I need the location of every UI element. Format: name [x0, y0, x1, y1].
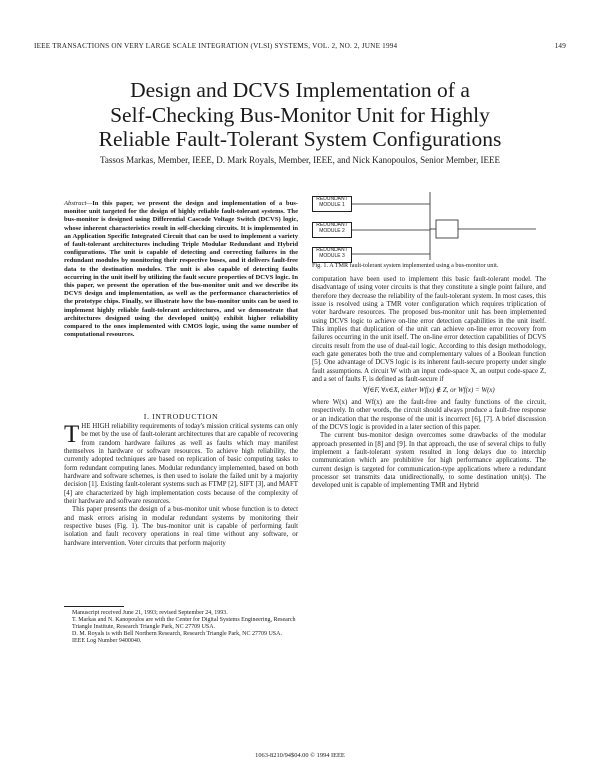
footnote-affiliation-2: D. M. Royals is with Bell Northern Research, Research Triangle Park, NC 27709 USA. — [72, 631, 282, 638]
figure-1-caption: Fig. 1. A TMR fault-tolerant system implemented using a bus-monitor unit. — [312, 262, 499, 269]
redundant-module-2: REDUNDANT MODULE 2 — [312, 222, 352, 238]
introduction-body — [64, 423, 298, 548]
footnote-received: Manuscript received June 21, 1993; revised September 24, 1993. — [72, 610, 228, 616]
abstract-lead: Abstract— — [64, 200, 93, 207]
section-heading-introduction: I. INTRODUCTION — [143, 412, 219, 421]
right-paragraph-3: The current bus-monitor design overcomes some drawbacks of the modular approach presented in [8] and [9]. In that approach, the use of several chips to fully implement a fault-tolerant system resulted in long delays due to interchip communication which are prohibitive for high performance applications. The current design is targeted for communication-type applications where a redundant processor set transmits data unidirectionally, to some destination unit(s). The developed unit is capable of implementing TMR and Hybrid — [312, 432, 546, 490]
abstract-text: In this paper, we present the design and implementation of a bus-monitor unit targeted for the design of highly reliable fault-tolerant systems. The bus-monitor is designed using Differential Cascode Voltage Switch (DCVS) logic, whose inherent characteristics result in self-checking circuits. It is implemented in an Application Specific Integrated Circuit that can be used to implement a variety of fault-tolerant architectures including Triple Modular Redundant and Hybrid configurations. The unit is capable of detecting and correcting failures in the redundant modules by monitoring their respective buses, and it delivers fault-free data to the destination modules. The unit is also capable of detecting faults occurring in the unit itself by utilizing the fault secure properties of DCVS logic. In this paper, we present the operation of the bus-monitor unit and we describe its DCVS design and implementation, as well as the performance characteristics of the prototype chips. Finally, we illustrate how the bus-monitor units can be used to implement highly reliable fault-tolerant architectures, and we demonstrate that architectures designed using the developed unit(s) exhibit higher reliability compared to the ones implemented with CMOS logic, using the same number of computational resources. — [64, 200, 298, 339]
title-line-1: Design and DCVS Implementation of a — [130, 78, 470, 102]
footnote-log-number: IEEE Log Number 9400040. — [72, 638, 142, 645]
drop-cap: T — [64, 421, 80, 448]
author-list: Tassos Markas, Member, IEEE, D. Mark Royals, Member, IEEE, and Nick Kanopoulos, Senior Member, IEEE — [100, 155, 500, 165]
right-paragraph-2: where W(x) and Wf(x) are the fault-free and faulty functions of the circuit, respectively. In other words, the circuit should always produce a fault-free response or an indication that the response of the unit is incorrect [6], [7]. A brief discussion of the DCVS logic is provided in a later section of this paper. — [312, 398, 546, 431]
page-number: 149 — [554, 42, 566, 50]
redundant-module-3: REDUNDANT MODULE 3 — [312, 247, 352, 263]
title-line-2: Self-Checking Bus-Monitor Unit for Highly — [110, 102, 490, 127]
fault-secure-formula: ∀f∈F, ∀x∈X, either Wf(x) ∉ Z, or Wf(x) = W(x) — [363, 387, 495, 395]
paper-title — [20, 78, 580, 152]
intro-paragraph-2: This paper presents the design of a bus-monitor unit whose function is to detect and mask errors arising in modular redundant systems by monitoring their respective buses (Fig. 1). The bus-monitor unit is capable of performing fault isolation and fault recovery operations in real time without any software, or hardware intervention. Voter circuits that perform majority — [64, 506, 298, 547]
footnote-affiliation-1: T. Markas and N. Kanopoulos are with the Center for Digital Systems Engineering, Research Triangle Institute, Research Triangle Park, NC 27709 USA. — [72, 617, 296, 631]
footnote-rule — [64, 606, 124, 607]
redundant-module-1: REDUNDANT MODULE 1 — [312, 196, 352, 212]
right-column-body — [312, 276, 546, 491]
right-paragraph-1: computation have been used to implement this basic fault-tolerant model. The disadvantage of using voter circuits is that they constitute a single point failure, and therefore they decrease the reliability of the fault-tolerant system. In most cases, this issue is resolved using a TMR voter configuration which requires triplication of voter hardware resources. The proposed bus-monitor unit has been implemented using DCVS logic to achieve on-line error detection capabilities in the unit itself. This implies that duplication of the unit can achieve on-line error recovery from failures occurring in the unit itself. The on-line error detection capabilities of DCVS circuits result from the use of dual-rail logic. According to this design methodology, each gate generates both the true and complementary values of a Boolean function [5]. One advantage of DCVS logic is its inherent fault-secure property under single fault assumptions. A circuit W with an input code-space X, an output code-space Z, and a set of faults F, is defined as fault-secure if — [312, 276, 546, 384]
title-line-3: Reliable Fault-Tolerant System Configurations — [98, 127, 502, 151]
footnotes — [64, 606, 298, 645]
bus-monitor-block — [436, 220, 458, 238]
abstract — [64, 200, 298, 339]
running-title: IEEE TRANSACTIONS ON VERY LARGE SCALE INTEGRATION (VLSI) SYSTEMS, VOL. 2, NO. 2, JUNE 1994 — [34, 42, 398, 50]
intro-paragraph-1: THE HIGH reliability requirements of today's mission critical systems can only be met by the use of fault-tolerant architectures that are capable of recovering from random hardware failures as well as faults which may manifest themselves in hardware or software resources. To achieve high reliability, the currently adopted techniques are based on replication of basic computing tasks to form redundant computing lanes. Modular redundancy implemented, based on both hardware and software schemes, is then used to isolate the failed unit by a majority decision [1]. Existing fault-tolerant systems such as FTMP [2], SIFT [3], and MAFT [4] are characterized by high implementation costs because of the complexity of their hardware and software resources. — [64, 421, 298, 506]
running-header — [34, 42, 566, 50]
copyright-footer: 1063-8210/94$04.00 © 1994 IEEE — [255, 752, 345, 759]
